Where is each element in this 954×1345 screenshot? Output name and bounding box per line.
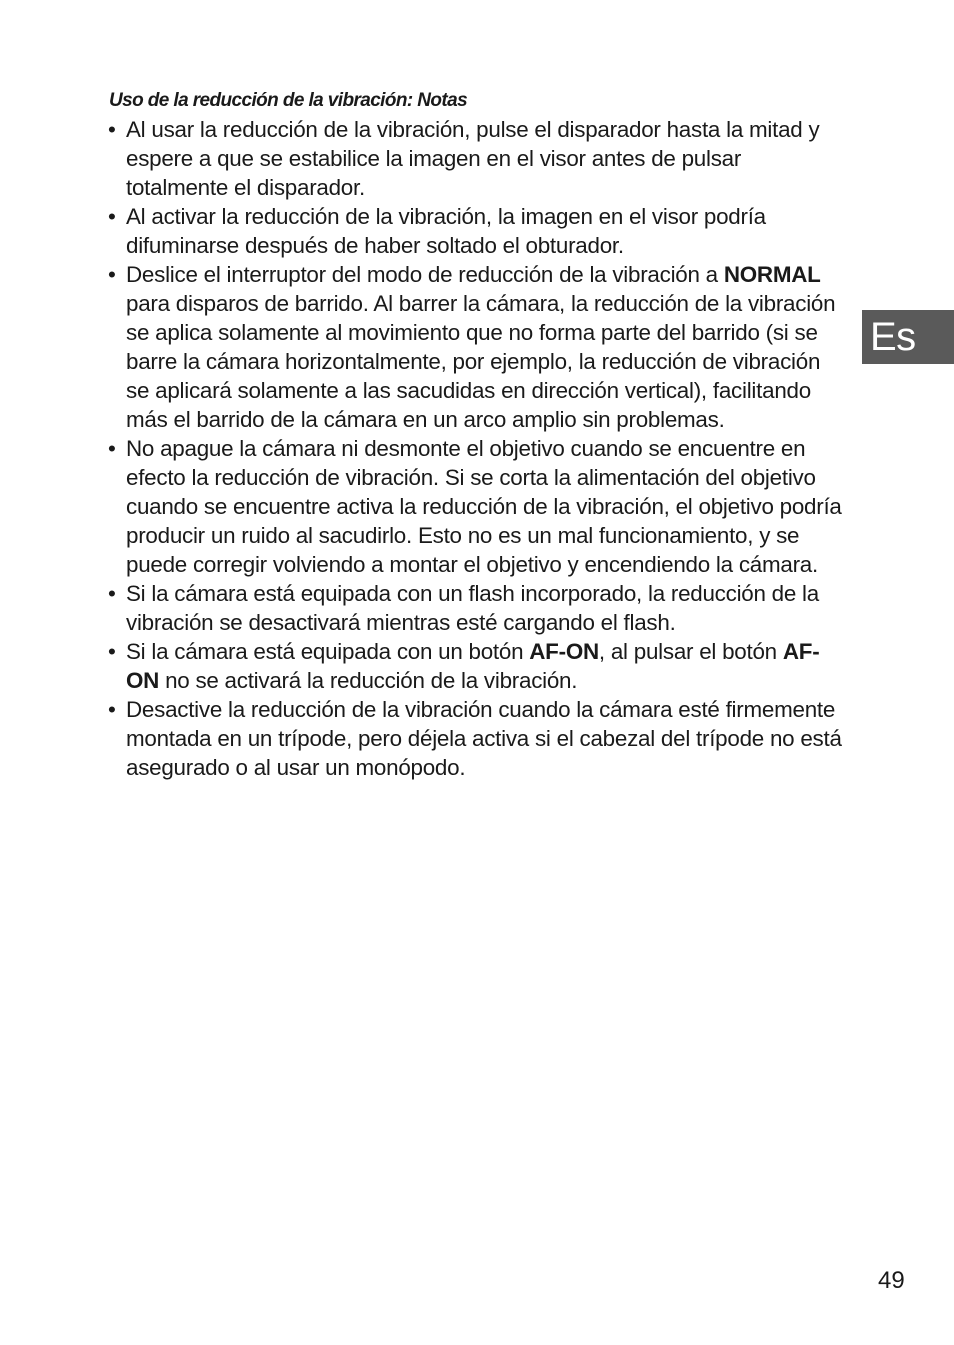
language-tab: Es — [862, 310, 954, 364]
bullet-icon: • — [108, 639, 116, 664]
note-item — [106, 637, 846, 695]
note-text-middle: , al pulsar el botón — [598, 639, 783, 664]
bullet-icon: • — [108, 117, 116, 142]
note-item — [106, 579, 846, 637]
note-text-after: no se activará la reducción de la vibración. — [159, 668, 578, 693]
notes-list — [106, 115, 846, 782]
note-item — [106, 434, 846, 579]
bullet-icon: • — [108, 697, 116, 722]
bullet-icon: • — [108, 581, 116, 606]
bullet-icon: • — [108, 204, 116, 229]
section-heading: Uso de la reducción de la vibración: Notas — [109, 90, 468, 111]
note-text: Al usar la reducción de la vibración, pulse el disparador hasta la mitad y espere a que se estabilice la imagen en el visor antes de pulsar totalmente el disparador. — [126, 117, 820, 200]
note-text-after: para disparos de barrido. Al barrer la cámara, la reducción de la vibración se aplica solamente al movimiento que no forma parte del barrido (si se barre la cámara horizontalmente, por ejemplo, la reducción de vibración se aplicará solamente a las sacudidas en dirección vertical), facilitando más el barrido de la cámara en un arco amplio sin problemas. — [126, 291, 836, 432]
note-text-before: Si la cámara está equipada con un botón — [126, 639, 530, 664]
bullet-icon: • — [108, 262, 116, 287]
normal-mode-label: NORMAL — [723, 262, 821, 287]
bullet-icon: • — [108, 436, 116, 461]
note-item — [106, 695, 846, 782]
note-item — [106, 260, 846, 434]
note-text-before: Deslice el interruptor del modo de reducción de la vibración a — [126, 262, 724, 287]
note-text: Desactive la reducción de la vibración cuando la cámara esté firmemente montada en un trípode, pero déjela activa si el cabezal del trípode no está asegurado o al usar un monópodo. — [126, 697, 842, 780]
note-text: Al activar la reducción de la vibración, la imagen en el visor podría difuminarse después de haber soltado el obturador. — [126, 204, 766, 258]
page-number: 49 — [878, 1267, 905, 1294]
note-text: No apague la cámara ni desmonte el objetivo cuando se encuentre en efecto la reducción de vibración. Si se corta la alimentación del objetivo cuando se encuentre activa la reducción de la vibración, el objetivo podría producir un ruido al sacudirlo. Esto no es un mal funcionamiento, y se puede corregir volviendo a montar el objetivo y encendiendo la cámara. — [126, 436, 842, 577]
note-item — [106, 115, 846, 202]
af-on-button-label: AF-ON — [126, 639, 820, 693]
af-on-button-label: AF-ON — [529, 639, 599, 664]
note-item — [106, 202, 846, 260]
note-text: Si la cámara está equipada con un flash incorporado, la reducción de la vibración se desactivará mientras esté cargando el flash. — [126, 581, 819, 635]
